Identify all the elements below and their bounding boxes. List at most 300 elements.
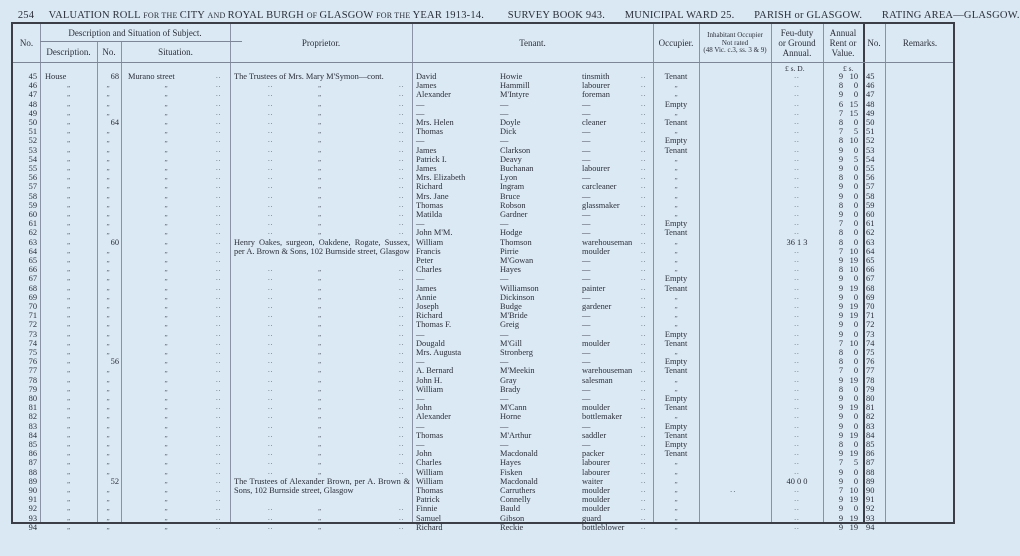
table-row	[13, 219, 953, 228]
feu-duty: ..	[794, 357, 800, 366]
description: „	[66, 357, 71, 366]
feu-duty: ..	[794, 136, 800, 145]
col-header-no-right: No.	[867, 38, 881, 48]
tenant-first-name: William	[416, 237, 444, 247]
tenant-surname: Stronberg	[500, 348, 533, 357]
feu-duty: ..	[794, 458, 800, 467]
tenant-occupation: moulder	[582, 495, 610, 505]
table-row	[13, 127, 953, 136]
situation: „	[164, 99, 168, 108]
street-number: „	[106, 348, 110, 356]
proprietor-ditto: ..	[268, 320, 274, 329]
proprietor-ditto: ..	[268, 412, 274, 421]
rent-pounds: 9	[838, 210, 843, 219]
title-fragment: FOR THE	[143, 11, 180, 20]
tenant-occupation: —	[582, 210, 591, 219]
street-number: „	[106, 182, 110, 191]
situation: „	[164, 81, 168, 90]
proprietor-ditto: ..	[399, 145, 405, 154]
tenant-leader-dots: ..	[641, 173, 647, 182]
tenant-first-name: —	[416, 274, 425, 284]
row-number: 63	[28, 237, 37, 247]
proprietor-ditto: ..	[268, 366, 274, 375]
street-number: „	[106, 522, 110, 531]
tenant-leader-dots: ..	[641, 246, 647, 255]
situation-leader-dots: ..	[216, 302, 222, 310]
situation-leader-dots: ..	[216, 118, 222, 126]
tenant-first-name: —	[416, 440, 425, 449]
tenant-occupation: —	[582, 173, 591, 183]
description: „	[66, 219, 71, 228]
tenant-leader-dots: ..	[641, 164, 647, 172]
feu-duty: 36 1 3	[786, 237, 808, 247]
tenant-leader-dots: ..	[641, 430, 647, 439]
tenant-first-name: —	[416, 108, 425, 118]
street-number: „	[106, 173, 110, 182]
row-number-right: 83	[866, 421, 875, 431]
proprietor-ditto: ..	[268, 440, 274, 448]
row-number: 53	[28, 145, 37, 155]
rent-pounds: 8	[838, 173, 843, 183]
rent-pounds: 7	[838, 246, 843, 256]
feu-duty: ..	[794, 90, 800, 99]
tenant-first-name: Mrs. Helen	[416, 118, 454, 127]
inhabitant-line-2: Not rated	[721, 38, 749, 47]
tenant-leader-dots: ..	[641, 320, 647, 329]
proprietor-ditto: ..	[399, 449, 405, 458]
roll-title	[49, 10, 484, 21]
tenant-leader-dots: ..	[641, 99, 647, 108]
row-number: 74	[28, 338, 37, 348]
rent-shillings: 19	[849, 403, 858, 413]
tenant-leader-dots: ..	[641, 81, 647, 90]
tenant-first-name: James	[416, 81, 437, 91]
proprietor-ditto: ..	[399, 164, 405, 172]
proprietor-ditto: ..	[399, 182, 405, 191]
tenant-first-name: —	[416, 421, 425, 431]
situation: „	[164, 311, 168, 320]
title-fragment: OF	[306, 11, 320, 20]
description: „	[66, 283, 71, 292]
occupier-status: Tenant	[664, 118, 688, 127]
row-number: 68	[28, 283, 37, 293]
description: „	[66, 99, 71, 108]
tenant-first-name: Charles	[416, 458, 442, 468]
rent-pounds: 9	[838, 329, 843, 339]
row-number: 85	[28, 440, 37, 449]
rent-shillings: 10	[849, 72, 858, 81]
title-fragment: AND	[207, 11, 228, 20]
table-row	[13, 412, 953, 421]
rent-shillings: 0	[853, 366, 858, 376]
rent-pounds: 9	[838, 256, 843, 265]
proprietor-ditto: „	[318, 338, 322, 347]
tenant-leader-dots: ..	[641, 513, 647, 522]
rent-pounds: 7	[838, 486, 843, 495]
occupier-status: „	[674, 504, 678, 513]
row-number: 58	[28, 191, 37, 201]
row-number-right: 88	[866, 467, 875, 477]
feu-duty: ..	[794, 486, 800, 494]
proprietor-ditto: ..	[399, 118, 405, 126]
tenant-leader-dots: ..	[641, 283, 647, 292]
situation: „	[164, 90, 168, 99]
proprietor-ditto: „	[318, 394, 322, 402]
feu-duty: ..	[794, 246, 800, 255]
description: „	[66, 513, 71, 522]
tenant-first-name: —	[416, 99, 425, 109]
description: „	[66, 504, 71, 513]
situation-leader-dots: ..	[216, 513, 222, 522]
proprietor-ditto: ..	[399, 81, 405, 90]
feu-duty: ..	[794, 164, 800, 172]
situation-leader-dots: ..	[216, 108, 222, 117]
tenant-first-name: John	[416, 449, 432, 459]
row-number: 81	[28, 403, 37, 413]
proprietor-ditto: ..	[399, 467, 405, 476]
proprietor-ditto: „	[318, 357, 322, 366]
tenant-surname: Reckie	[500, 522, 524, 532]
street-number: „	[106, 81, 110, 90]
rent-shillings: 5	[853, 154, 858, 164]
rent-pounds: 9	[838, 154, 843, 164]
proprietor-ditto: ..	[268, 522, 274, 531]
rent-pounds: 8	[838, 348, 843, 357]
rent-pounds: 9	[838, 449, 843, 459]
description: „	[66, 458, 71, 467]
tenant-surname: Williamson	[500, 283, 539, 293]
tenant-first-name: James	[416, 145, 437, 155]
proprietor-ditto: ..	[399, 210, 405, 218]
situation-leader-dots: ..	[216, 522, 222, 531]
rent-shillings: 0	[853, 228, 858, 238]
proprietor-ditto: „	[318, 228, 322, 237]
row-number-right: 71	[866, 311, 875, 321]
proprietor-ditto: ..	[399, 348, 405, 356]
feu-duty: ..	[794, 265, 800, 274]
situation: „	[164, 403, 168, 412]
occupier-status: Tenant	[664, 228, 688, 238]
col-header-description: Description.	[46, 47, 91, 57]
tenant-leader-dots: ..	[641, 357, 647, 366]
rent-shillings: 10	[849, 338, 858, 348]
tenant-leader-dots: ..	[641, 108, 647, 117]
tenant-surname: M'Arthur	[500, 430, 532, 440]
table-row	[13, 284, 953, 293]
street-number: „	[106, 274, 110, 283]
occupier-status: „	[674, 486, 678, 494]
rent-shillings: 0	[853, 421, 858, 431]
tenant-occupation: —	[582, 274, 591, 284]
situation: „	[164, 118, 168, 126]
row-number-right: 89	[866, 476, 875, 486]
row-number: 91	[28, 495, 37, 505]
tenant-surname: Thomson	[500, 237, 532, 247]
situation: „	[164, 237, 168, 246]
rent-pounds: 9	[838, 320, 843, 330]
rent-pounds: 8	[838, 265, 843, 275]
tenant-leader-dots: ..	[641, 136, 647, 145]
occupier-status: Empty	[664, 329, 688, 339]
table-row	[13, 201, 953, 210]
tenant-leader-dots: ..	[641, 154, 647, 163]
proprietor-ditto: ..	[268, 329, 274, 338]
feu-duty: ..	[794, 145, 800, 154]
street-number: 60	[110, 237, 119, 247]
rent-shillings: 19	[849, 513, 858, 523]
tenant-occupation: —	[582, 154, 591, 164]
row-number: 79	[28, 384, 37, 394]
feu-duty: ..	[794, 421, 800, 430]
proprietor-ditto: ..	[268, 348, 274, 356]
tenant-occupation: labourer	[582, 81, 610, 91]
occupier-status: Empty	[664, 136, 688, 146]
description: „	[66, 329, 71, 338]
tenant-surname: M'Bride	[500, 311, 528, 321]
tenant-leader-dots: ..	[641, 338, 647, 347]
rent-pounds: 8	[838, 200, 843, 210]
tenant-first-name: —	[416, 136, 425, 146]
situation: „	[164, 164, 168, 172]
situation: „	[164, 467, 168, 476]
table-row	[13, 366, 953, 375]
proprietor-ditto: ..	[399, 265, 405, 274]
occupier-status: Empty	[664, 274, 688, 284]
situation-leader-dots: ..	[216, 265, 222, 274]
situation-leader-dots: ..	[216, 458, 222, 467]
situation: „	[164, 430, 168, 439]
proprietor-ditto: ..	[268, 458, 274, 467]
description: „	[66, 182, 71, 191]
tenant-leader-dots: ..	[641, 403, 647, 412]
occupier-status: „	[674, 108, 678, 117]
tenant-surname: Gardner	[500, 210, 528, 219]
street-number: „	[106, 486, 110, 494]
description: House	[45, 72, 67, 81]
situation: „	[164, 246, 168, 255]
occupier-status: „	[674, 265, 678, 274]
proprietor-ditto: „	[318, 292, 322, 301]
tenant-occupation: —	[582, 357, 591, 367]
rent-shillings: 0	[853, 237, 858, 247]
row-number-right: 80	[866, 394, 875, 403]
situation: „	[164, 384, 168, 393]
tenant-first-name: Charles	[416, 265, 442, 275]
tenant-surname: Bruce	[500, 191, 520, 201]
rent-pounds: 8	[838, 81, 843, 91]
proprietor-ditto: „	[318, 219, 322, 228]
row-number-right: 84	[866, 430, 875, 440]
rent-line-1: Annual	[829, 28, 857, 38]
proprietor-ditto: ..	[268, 127, 274, 136]
tenant-surname: Gibson	[500, 513, 525, 523]
situation: „	[164, 375, 168, 384]
row-number: 92	[28, 504, 37, 514]
occupier-status: „	[674, 292, 678, 301]
situation: „	[164, 145, 168, 154]
tenant-occupation: labourer	[582, 467, 610, 477]
street-number: „	[106, 311, 110, 320]
tenant-occupation: —	[582, 384, 591, 394]
situation: „	[164, 200, 168, 209]
tenant-leader-dots: ..	[641, 384, 647, 393]
rent-shillings: 19	[849, 302, 858, 311]
street-number: „	[106, 265, 110, 274]
feu-duty: ..	[794, 522, 800, 531]
description: „	[66, 210, 71, 218]
tenant-leader-dots: ..	[641, 440, 647, 448]
rent-pounds: 9	[838, 513, 843, 523]
rent-pounds: 9	[838, 522, 843, 532]
table-row	[13, 302, 953, 311]
occupier-status: Tenant	[664, 430, 688, 440]
description: „	[66, 486, 71, 494]
proprietor-ditto: „	[318, 90, 322, 99]
rating-area: RATING AREA—GLASGOW.	[881, 10, 1020, 21]
description: „	[66, 384, 71, 393]
rent-shillings: 0	[853, 191, 858, 201]
situation-leader-dots: ..	[216, 72, 222, 80]
row-number: 73	[28, 329, 37, 339]
table-row	[13, 468, 953, 477]
tenant-surname: Clarkson	[500, 145, 531, 155]
row-number-right: 86	[866, 449, 875, 459]
table-row	[13, 136, 953, 145]
situation: „	[164, 495, 168, 504]
proprietor-entry: Henry Oakes, surgeon, Oakdene, Rogate, Sussex, per A. Brown & Sons, 102 Burnside street, Glasgow	[234, 237, 410, 256]
tenant-surname: —	[500, 329, 509, 339]
row-number: 64	[28, 246, 37, 256]
rent-shillings: 0	[853, 476, 858, 486]
proprietor-ditto: ..	[268, 265, 274, 274]
occupier-status: Empty	[664, 440, 688, 449]
table-row	[13, 146, 953, 155]
tenant-leader-dots: ..	[641, 458, 647, 467]
feu-line-3: Annual.	[782, 48, 812, 58]
tenant-surname: Buchanan	[500, 164, 534, 173]
description: „	[66, 394, 71, 402]
description: „	[66, 200, 71, 209]
feu-duty: ..	[794, 384, 800, 393]
proprietor-ditto: ..	[399, 522, 405, 531]
row-number-right: 68	[866, 283, 875, 293]
street-number: „	[106, 449, 110, 458]
tenant-first-name: —	[416, 357, 425, 367]
feu-duty: ..	[794, 228, 800, 237]
situation: „	[164, 283, 168, 292]
row-number-right: 92	[866, 504, 875, 514]
proprietor-ditto: ..	[268, 338, 274, 347]
tenant-occupation: moulder	[582, 486, 610, 495]
proprietor-ditto: ..	[399, 384, 405, 393]
situation-leader-dots: ..	[216, 283, 222, 292]
tenant-occupation: foreman	[582, 90, 610, 100]
proprietor-ditto: ..	[399, 412, 405, 421]
proprietor-ditto: „	[318, 348, 322, 356]
description: „	[66, 246, 71, 255]
street-number: „	[106, 320, 110, 329]
proprietor-ditto: ..	[268, 384, 274, 393]
col-header-proprietor: Proprietor.	[301, 38, 341, 48]
tenant-first-name: Thomas	[416, 486, 443, 495]
table-row	[13, 339, 953, 348]
row-number: 61	[28, 219, 37, 229]
table-row	[13, 256, 953, 265]
situation: „	[164, 274, 168, 283]
situation-leader-dots: ..	[216, 219, 222, 228]
proprietor-ditto: „	[318, 274, 322, 283]
occupier-status: Tenant	[664, 283, 688, 293]
rent-pounds: 8	[838, 136, 843, 146]
street-number: „	[106, 430, 110, 439]
rent-pounds: 9	[838, 504, 843, 514]
rent-pounds: 9	[838, 421, 843, 431]
description: „	[66, 90, 71, 99]
rent-shillings: 15	[849, 108, 858, 118]
tenant-occupation: —	[582, 228, 591, 238]
tenant-first-name: John	[416, 403, 432, 413]
occupier-status: „	[674, 522, 678, 531]
proprietor-ditto: ..	[399, 292, 405, 301]
situation: „	[164, 449, 168, 458]
situation-leader-dots: ..	[216, 495, 222, 504]
occupier-status: „	[674, 467, 678, 476]
title-fragment: ROYAL BURGH	[227, 10, 307, 21]
proprietor-ditto: ..	[399, 430, 405, 439]
row-number: 94	[28, 522, 37, 532]
description: „	[66, 228, 71, 237]
rent-pounds: 8	[838, 237, 843, 247]
situation: „	[164, 394, 168, 402]
description: „	[66, 522, 71, 531]
rent-line-3: Value.	[831, 48, 855, 58]
row-number: 55	[28, 164, 37, 173]
tenant-leader-dots: ..	[641, 412, 647, 421]
street-number: „	[106, 219, 110, 228]
row-number-right: 57	[866, 182, 875, 192]
tenant-leader-dots: ..	[641, 522, 647, 531]
situation: „	[164, 292, 168, 301]
proprietor-ditto: ..	[399, 173, 405, 182]
tenant-surname: Hodge	[500, 228, 523, 238]
tenant-occupation: moulder	[582, 403, 610, 413]
feu-duty: ..	[794, 292, 800, 301]
situation: „	[164, 357, 168, 366]
rent-pounds: 8	[838, 357, 843, 367]
occupier-status: Empty	[664, 394, 688, 403]
situation-leader-dots: ..	[216, 81, 222, 90]
row-number-right: 53	[866, 145, 875, 155]
rent-pounds: 8	[838, 228, 843, 238]
proprietor-ditto: „	[318, 154, 322, 163]
table-row	[13, 376, 953, 385]
situation-leader-dots: ..	[216, 246, 222, 255]
row-number-right: 76	[866, 357, 875, 367]
feu-duty: ..	[794, 394, 800, 402]
description: „	[66, 108, 71, 117]
rent-shillings: 19	[849, 256, 858, 265]
street-number: „	[106, 246, 110, 255]
table-row	[13, 192, 953, 201]
tenant-surname: M'Cann	[500, 403, 527, 413]
col-header-remarks: Remarks.	[902, 38, 938, 48]
tenant-first-name: Patrick	[416, 495, 440, 505]
rent-shillings: 19	[849, 495, 858, 505]
proprietor-ditto: ..	[399, 421, 405, 430]
row-number-right: 70	[866, 302, 875, 311]
rent-shillings: 10	[849, 265, 858, 275]
col-header-desc-group: Description and Situation of Subject.	[68, 28, 202, 38]
